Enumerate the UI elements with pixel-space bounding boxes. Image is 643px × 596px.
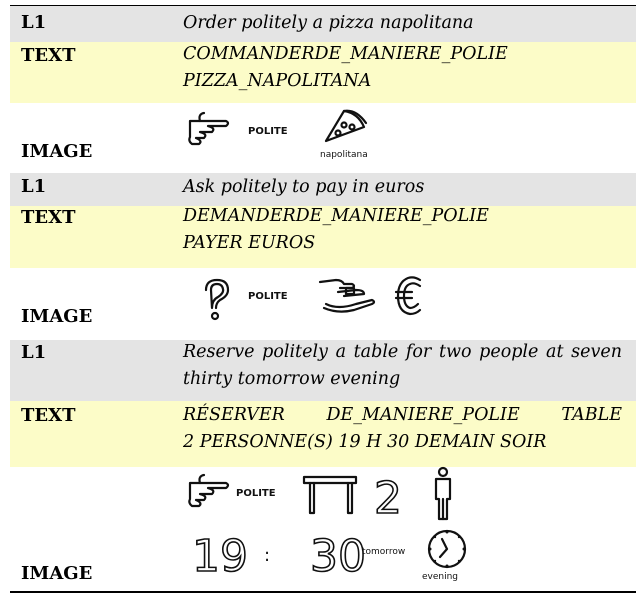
- block1-image-row: [10, 103, 636, 173]
- block1-image-label: IMAGE: [21, 141, 93, 162]
- block2-image-row: [10, 268, 636, 340]
- block2-l1-row: [10, 173, 636, 206]
- block1-text-row: [10, 42, 636, 103]
- number-nineteen-pictogram: [192, 529, 248, 582]
- person-icon: [428, 467, 458, 523]
- tomorrow-pictogram: [362, 541, 422, 561]
- evening-label: evening: [422, 572, 459, 582]
- block3-l1-row: [10, 340, 636, 401]
- pay-hands-icon: [318, 274, 378, 314]
- block1-l1-row: [10, 6, 636, 42]
- colon-label: :: [264, 545, 271, 566]
- block1-l1-label: L1: [21, 12, 47, 33]
- block2-image-label: IMAGE: [21, 306, 93, 327]
- number-nineteen-label: 19: [192, 531, 248, 582]
- block3-l1-line: Reserve politely a table for two people at seven: [183, 342, 622, 362]
- block2-gloss-word: PAYER EUROS: [183, 233, 316, 253]
- block2-text-row: [10, 206, 636, 268]
- polite-pictogram-label: POLITE: [248, 126, 288, 137]
- tomorrow-label: tomorrow: [362, 547, 406, 557]
- polite-pictogram-label: POLITE: [236, 488, 276, 499]
- block2-gloss-word: DEMANDER: [183, 206, 296, 226]
- polite-pictogram: [248, 123, 298, 139]
- polite-pictogram: [248, 288, 298, 304]
- polite-pictogram: [236, 485, 286, 501]
- block1-gloss-word: COMMANDER: [183, 44, 315, 64]
- question-mark-icon: [200, 278, 234, 322]
- napolitana-pictogram-label: napolitana: [320, 150, 368, 160]
- euro-icon: [394, 274, 426, 318]
- pointing-hand-icon: [186, 471, 236, 515]
- block3-text-value: [183, 402, 622, 456]
- block1-l1-text: Order politely a pizza napolitana: [183, 13, 474, 33]
- block1-text-label: TEXT: [21, 45, 76, 66]
- number-two-pictogram: [372, 471, 406, 524]
- table-icon: [302, 473, 360, 517]
- block1-gloss-word: DE_MANIERE_POLIE: [314, 44, 508, 64]
- block2-text-value: [183, 203, 622, 257]
- block3-l1-text: [183, 339, 622, 393]
- colon-pictogram: [262, 541, 276, 571]
- polite-pictogram-label: POLITE: [248, 291, 288, 302]
- block2-l1-text: Ask politely to pay in euros: [183, 177, 425, 197]
- pizza-icon: [316, 105, 376, 161]
- block3-gloss-line: RÉSERVER DE_MANIERE_POLIE TABLE: [183, 405, 622, 425]
- block3-text-label: TEXT: [21, 405, 76, 426]
- block3-gloss-line: 2 PERSONNE(S) 19 H 30 DEMAIN SOIR: [183, 432, 547, 452]
- block1-text-value: [183, 41, 622, 95]
- number-thirty-pictogram: [310, 529, 366, 582]
- block3-l1-line: thirty tomorrow evening: [183, 369, 401, 389]
- number-two-label: 2: [374, 473, 402, 524]
- evening-clock-icon: [420, 525, 480, 585]
- block3-image-label: IMAGE: [21, 563, 93, 584]
- block2-l1-label: L1: [21, 176, 47, 197]
- number-thirty-label: 30: [310, 531, 366, 582]
- block2-gloss-word: DE_MANIERE_POLIE: [295, 206, 489, 226]
- block1-gloss-word: PIZZA_NAPOLITANA: [183, 71, 372, 91]
- pointing-hand-icon: [186, 109, 236, 153]
- block2-text-label: TEXT: [21, 207, 76, 228]
- block3-l1-label: L1: [21, 342, 47, 363]
- table-bottom-rule: [10, 591, 636, 593]
- block3-text-row: [10, 401, 636, 467]
- block3-image-row: [10, 467, 636, 591]
